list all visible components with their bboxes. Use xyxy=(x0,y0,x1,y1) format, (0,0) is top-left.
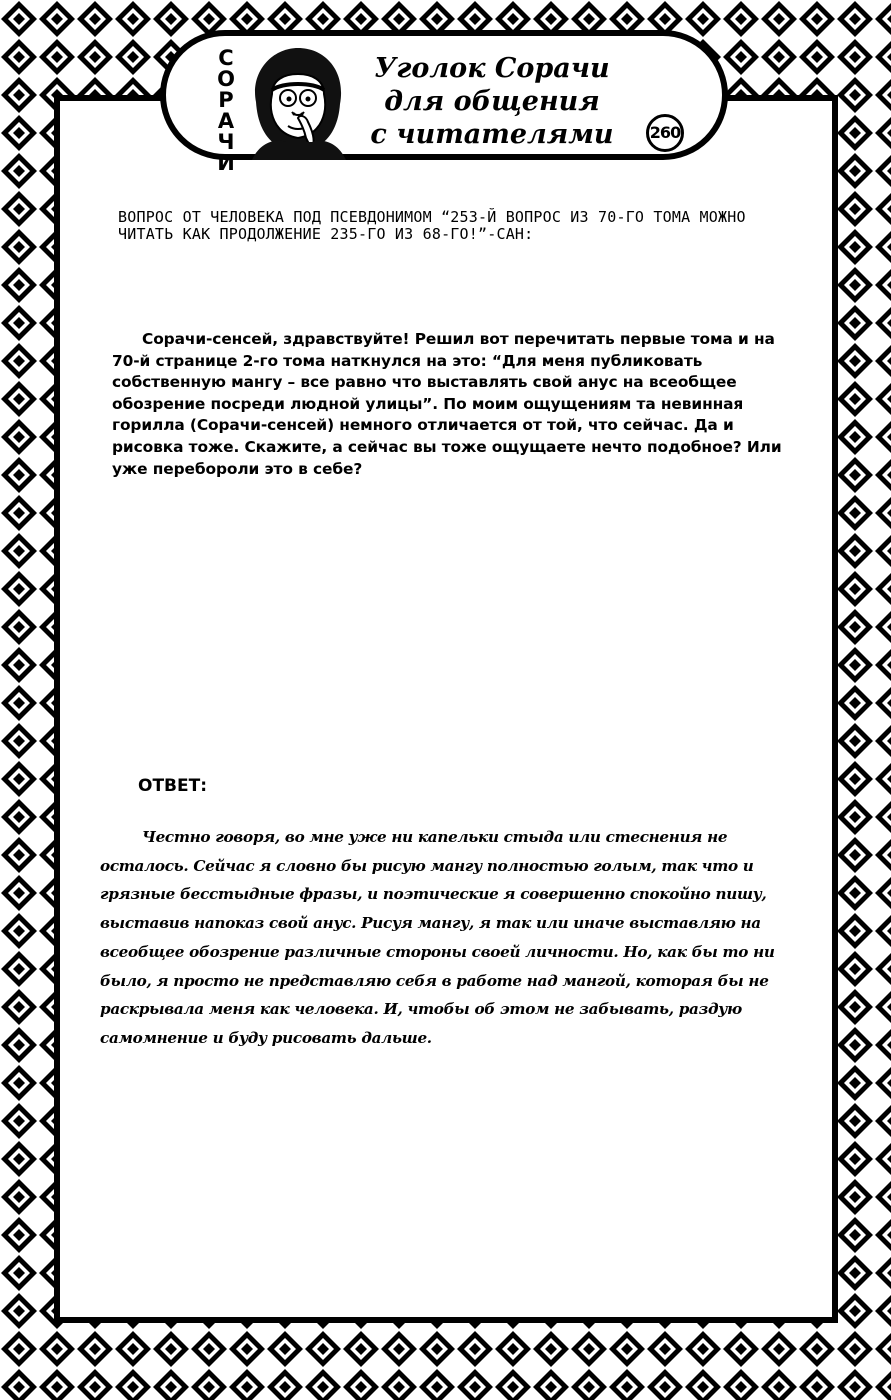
author-name-vertical xyxy=(214,48,238,174)
author-letter: Р xyxy=(218,88,234,112)
title-line: для общения xyxy=(384,86,600,117)
author-letter: А xyxy=(217,109,235,133)
answer-label: ОТВЕТ: xyxy=(138,776,208,796)
author-letter: Ч xyxy=(217,130,235,154)
title-line: Уголок Сорачи xyxy=(374,53,610,84)
question-body: Сорачи-сенсей, здравствуйте! Решил вот перечитать первые тома и на 70-й странице 2-го тома наткнулся на это: “Для меня публиковать собственную мангу – все равно что выставлять свой анус на всеобщее обозрение посреди людной улицы”. По моим ощущениям та невинная горилла (Сорачи-сенсей) немного отличается от той, что сейчас. Да и рисовка тоже. Скажите, а сейчас вы тоже ощущаете нечто подобное? Или уже перебороли это в себе? xyxy=(112,330,782,478)
question-intro: ВОПРОС ОТ ЧЕЛОВЕКА ПОД ПСЕВДОНИМОМ “253-Й ВОПРОС ИЗ 70-ГО ТОМА МОЖНО ЧИТАТЬ КАК ПРОДОЛЖЕНИЕ 235-ГО ИЗ 68-ГО!”-САН: xyxy=(118,208,746,243)
author-letter: С xyxy=(218,46,234,70)
corner-title xyxy=(356,52,628,151)
corner-header-banner xyxy=(160,30,728,175)
content-panel xyxy=(54,95,838,1323)
gorilla-portrait-icon xyxy=(242,42,354,160)
author-letter: О xyxy=(217,67,235,91)
answer-body: Честно говоря, во мне уже ни капельки стыда или стеснения не осталось. Сейчас я словно бы рисую мангу полностью голым, так что и грязные бесстыдные фразы, и поэтические я совершенно спокойно пишу, выставив напоказ свой анус. Рисуя мангу, я так или иначе выставляю на всеобщее обозрение различные стороны своей личности. Но, как бы то ни было, я просто не представляю себя в работе над мангой, которая бы не раскрывала меня как человека. И, чтобы об этом не забывать, раздую самомнение и буду рисовать дальше. xyxy=(100,828,775,1047)
issue-number-badge: 260 xyxy=(646,114,684,152)
author-letter: И xyxy=(217,151,235,175)
title-line: с читателями xyxy=(370,119,614,150)
